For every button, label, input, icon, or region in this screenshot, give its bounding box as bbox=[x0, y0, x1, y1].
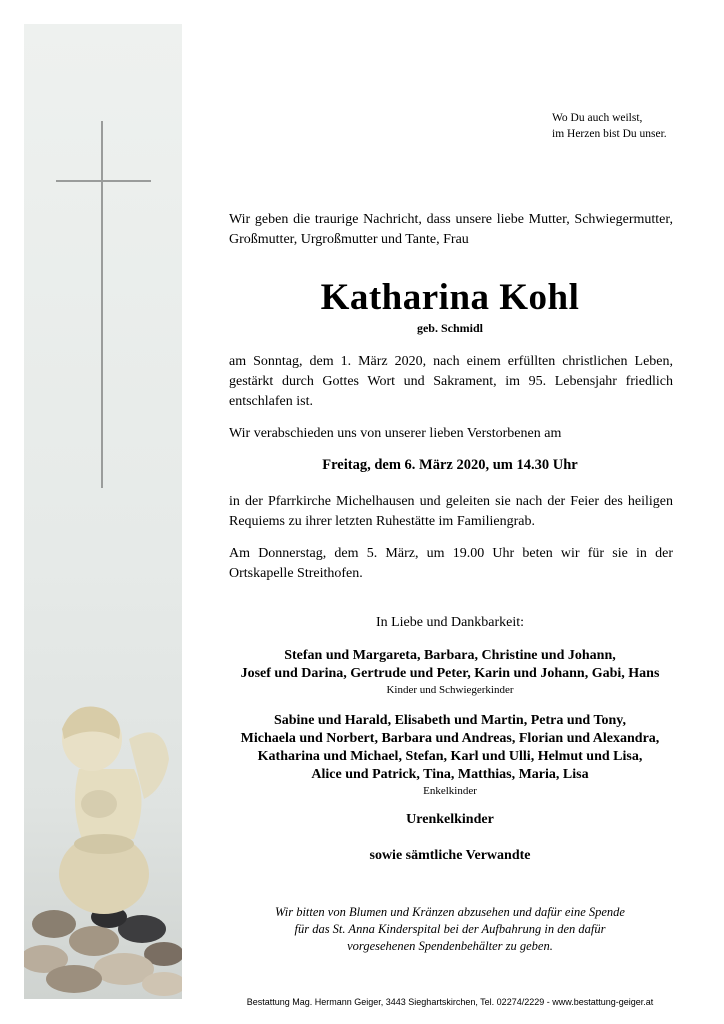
intro-text: Wir geben die traurige Nachricht, dass unsere liebe Mutter, Schwiegermutter, Großmutter, Urgroßmutter und Tante, Frau bbox=[229, 212, 673, 247]
grandchildren-line-3: Katharina und Michael, Stefan, Karl und Ulli, Helmut und Lisa, bbox=[257, 749, 643, 764]
prayer-text: Am Donnerstag, dem 5. März, um 19.00 Uhr beten wir für sie in der Ortskapelle Streithofen. bbox=[229, 546, 673, 581]
motto-line-2: im Herzen bist Du unser. bbox=[552, 128, 667, 140]
donation-request bbox=[200, 904, 700, 955]
grandchildren-line-1: Sabine und Harald, Elisabeth und Martin, Petra und Tony, bbox=[273, 713, 627, 728]
grandchildren-label: Enkelkinder bbox=[423, 785, 477, 797]
request-line-3: vorgesehenen Spendenbehälter zu geben. bbox=[347, 939, 553, 953]
children-line-1: Stefan und Margareta, Barbara, Christine und Johann, bbox=[284, 648, 616, 663]
children-label: Kinder und Schwiegerkinder bbox=[386, 684, 514, 696]
funeral-date: Freitag, dem 6. März 2020, um 14.30 Uhr bbox=[322, 457, 578, 473]
grandchildren-block bbox=[200, 712, 700, 798]
children-line-2: Josef und Darina, Gertrude und Peter, Karin und Johann, Gabi, Hans bbox=[240, 666, 660, 681]
death-text: am Sonntag, dem 1. März 2020, nach einem erfüllten christlichen Leben, gestärkt durch Gottes Wort und Sakrament, im 95. Lebensjahr friedlich entschlafen ist. bbox=[229, 354, 673, 409]
cross-vertical-bar bbox=[101, 121, 103, 488]
grandchildren-line-4: Alice und Patrick, Tina, Matthias, Maria, Lisa bbox=[311, 767, 589, 782]
grandchildren-line-2: Michaela und Norbert, Barbara und Andreas, Florian und Alexandra, bbox=[240, 731, 660, 746]
deceased-name: Katharina Kohl bbox=[320, 277, 580, 318]
request-line-1: Wir bitten von Blumen und Kränzen abzusehen und dafür eine Spende bbox=[275, 905, 625, 919]
motto bbox=[552, 110, 712, 142]
angel-figurine-image bbox=[24, 679, 182, 999]
decorative-side-panel bbox=[24, 24, 182, 999]
funeral-place: in der Pfarrkirche Michelhausen und geleiten sie nach der Feier des heiligen Requiems zu ihrer letzten Ruhestätte im Familiengrab. bbox=[229, 494, 673, 529]
children-block bbox=[200, 647, 700, 697]
great-grandchildren: Urenkelkinder bbox=[406, 812, 494, 827]
farewell-intro: Wir verabschieden uns von unserer lieben Verstorbenen am bbox=[229, 426, 562, 441]
relatives: sowie sämtliche Verwandte bbox=[369, 848, 531, 863]
closing-line: In Liebe und Dankbarkeit: bbox=[375, 615, 525, 630]
footer-funeral-home: Bestattung Mag. Hermann Geiger, 3443 Sieghartskirchen, Tel. 02274/2229 - www.bestattung-geiger.at bbox=[246, 997, 654, 1007]
motto-line-1: Wo Du auch weilst, bbox=[552, 112, 643, 124]
birth-name: geb. Schmidl bbox=[416, 321, 483, 335]
cross-horizontal-bar bbox=[56, 180, 151, 182]
request-line-2: für das St. Anna Kinderspital bei der Aufbahrung in den dafür bbox=[294, 922, 606, 936]
